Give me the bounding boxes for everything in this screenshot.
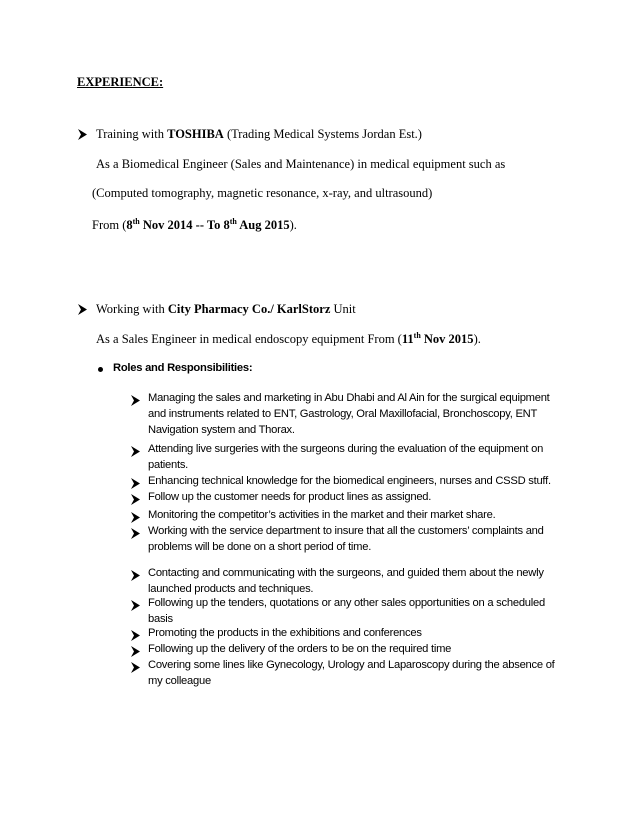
responsibility-line: Covering some lines like Gynecology, Urology and Laparoscopy during the absence of	[148, 659, 555, 671]
job-training-equipment: (Computed tomography, magnetic resonance, x-ray, and ultrasound)	[92, 186, 433, 200]
arrow-bullet-icon	[77, 304, 88, 315]
responsibility-line: launched products and techniques.	[148, 583, 314, 595]
responsibility-line: Contacting and communicating with the surgeons, and guided them about the newly	[148, 567, 544, 579]
responsibility-line: Navigation system and Thorax.	[148, 424, 295, 436]
job-pharmacy-suffix: Unit	[330, 302, 356, 316]
period-start-sup: th	[132, 217, 140, 226]
responsibility-line: Following up the delivery of the orders to be on the required time	[148, 643, 452, 655]
job-training-period	[92, 217, 297, 233]
job-pharmacy-line	[96, 302, 356, 317]
period-end-sup: th	[229, 217, 237, 226]
job-pharmacy-prefix: Working with	[96, 302, 168, 316]
arrow-bullet-icon	[130, 512, 141, 523]
arrow-bullet-icon	[130, 395, 141, 406]
job-pharmacy-start-rest: Nov 2015	[420, 332, 474, 346]
arrow-bullet-icon	[77, 129, 88, 140]
responsibility-line: Following up the tenders, quotations or any other sales opportunities on a scheduled	[148, 597, 545, 609]
period-from-label: From (	[92, 218, 127, 232]
job-pharmacy-close: ).	[473, 332, 481, 346]
arrow-bullet-icon	[130, 662, 141, 673]
arrow-bullet-icon	[130, 646, 141, 657]
arrow-bullet-icon	[130, 630, 141, 641]
arrow-bullet-icon	[130, 494, 141, 505]
job-training-suffix: (Trading Medical Systems Jordan Est.)	[223, 127, 422, 141]
job-pharmacy-role-text: As a Sales Engineer in medical endoscopy equipment From (	[96, 332, 402, 346]
round-bullet-icon	[98, 367, 103, 372]
period-end-rest: Aug 2015	[236, 218, 290, 232]
responsibility-line: patients.	[148, 459, 189, 471]
arrow-bullet-icon	[130, 570, 141, 581]
responsibility-line: Working with the service department to insure that all the customers’ complaints and	[148, 525, 544, 537]
job-pharmacy-company: City Pharmacy Co./ KarlStorz	[167, 302, 331, 316]
arrow-bullet-icon	[130, 446, 141, 457]
responsibility-line: and instruments related to ENT, Gastrology, Oral Maxillofacial, Bronchoscopy, ENT	[148, 408, 538, 420]
job-training-role: As a Biomedical Engineer (Sales and Maintenance) in medical equipment such as	[96, 157, 506, 171]
responsibility-line: Enhancing technical knowledge for the biomedical engineers, nurses and CSSD stuff.	[148, 475, 551, 487]
responsibility-line: problems will be done on a short period of time.	[148, 541, 372, 553]
arrow-bullet-icon	[130, 478, 141, 489]
responsibility-line: my colleague	[148, 675, 211, 687]
job-training-company: TOSHIBA	[167, 127, 224, 141]
arrow-bullet-icon	[130, 600, 141, 611]
arrow-bullet-icon	[130, 528, 141, 539]
job-training-line	[96, 127, 422, 142]
responsibility-line: Promoting the products in the exhibitions and conferences	[148, 627, 422, 639]
responsibility-line: Monitoring the competitor’s activities in the market and their market share.	[148, 509, 496, 521]
responsibility-line: Managing the sales and marketing in Abu Dhabi and Al Ain for the surgical equipment	[148, 392, 550, 404]
job-pharmacy-start-day: 11	[401, 332, 414, 346]
section-heading-experience: EXPERIENCE:	[77, 75, 164, 89]
period-start-day: 8	[126, 218, 133, 232]
period-close: ).	[289, 218, 297, 232]
responsibility-line: Attending live surgeries with the surgeons during the evaluation of the equipment on	[148, 443, 544, 455]
responsibility-line: Follow up the customer needs for product lines as assigned.	[148, 491, 432, 503]
period-start-rest: Nov 2014 -- To 8	[139, 218, 230, 232]
job-training-prefix: Training with	[96, 127, 168, 141]
job-pharmacy-role	[96, 331, 481, 347]
responsibility-line: basis	[148, 613, 173, 625]
roles-heading: Roles and Responsibilities:	[113, 362, 253, 374]
job-pharmacy-start-sup: th	[413, 331, 421, 340]
